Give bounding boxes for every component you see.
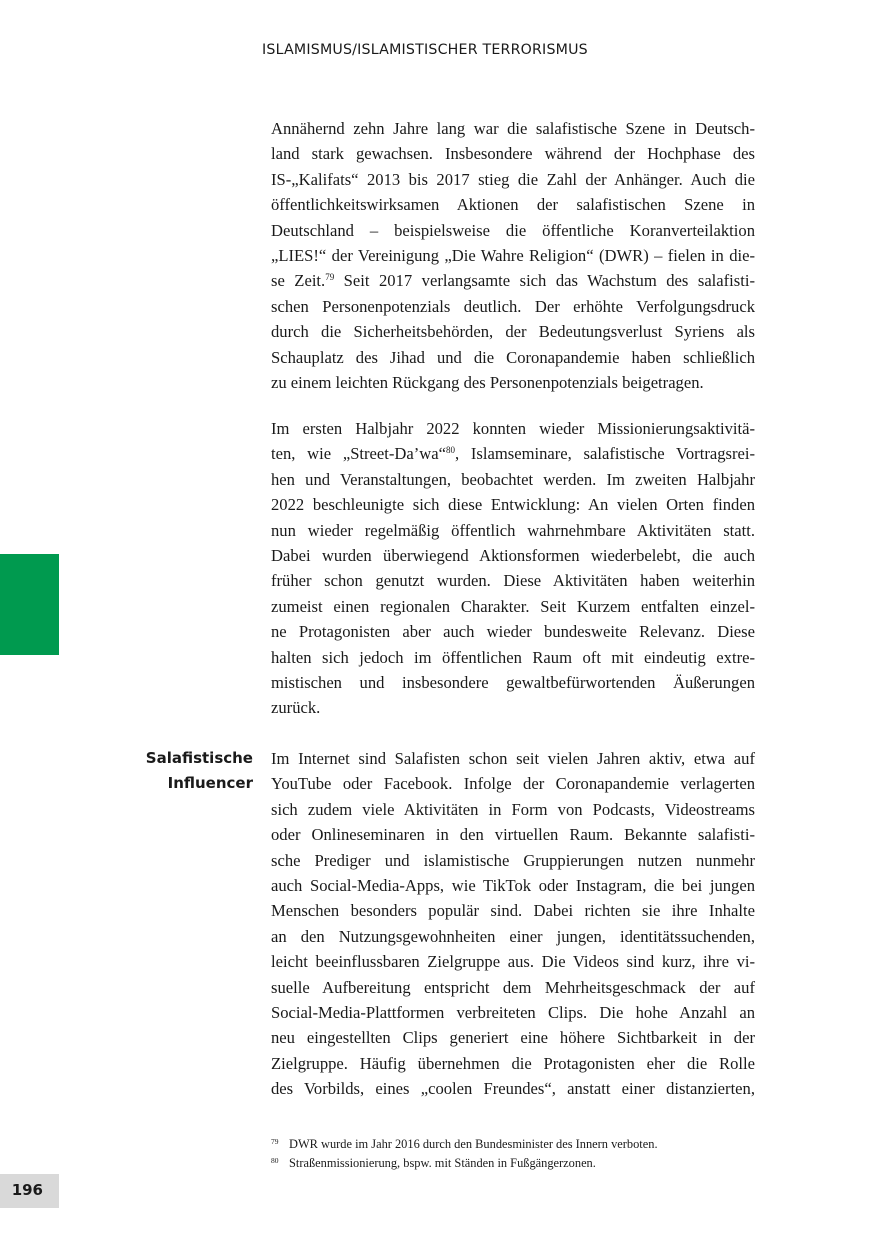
text-line: Deutschland – beispielsweise die öffentliche Koranverteilaktion	[271, 220, 755, 240]
text-fragment: Seit 2017 verlangsamte sich das Wachstum des salafisti-	[334, 271, 756, 291]
text-line-with-footnote	[271, 441, 755, 466]
side-heading-line: Influencer	[167, 774, 253, 792]
text-line: leicht beeinflussbaren Zielgruppe aus. Die Videos sind kurz, ihre vi-	[271, 952, 755, 972]
text-line-with-footnote	[271, 268, 755, 293]
text-line: suelle Aufbereitung entspricht dem Mehrheitsgeschmack der auf	[271, 977, 755, 997]
footnote-text: DWR wurde im Jahr 2016 durch den Bundesminister des Innern verboten.	[289, 1137, 658, 1151]
text-fragment: se Zeit.	[271, 271, 326, 291]
text-line: nun wieder regelmäßig öffentlich wahrnehmbare Aktivitäten statt.	[271, 520, 755, 540]
text-line: Menschen besonders populär sind. Dabei richten sie ihre Inhalte	[271, 901, 755, 921]
body-paragraph-3	[271, 746, 755, 1101]
footnote-80: 80 Straßenmissionierung, bspw. mit Ständen in Fußgängerzonen.	[271, 1156, 596, 1170]
text-line: schen Personenpotenzials deutlich. Der erhöhte Verfolgungsdruck	[271, 296, 755, 316]
footnote-text: Straßenmissionierung, bspw. mit Ständen in Fußgängerzonen.	[289, 1156, 596, 1170]
text-line: neu eingestellten Clips generiert eine höhere Sichtbarkeit in der	[271, 1028, 755, 1048]
text-line: früher schon genutzt wurden. Diese Aktivitäten haben weiterhin	[271, 571, 755, 591]
text-line: Zielgruppe. Häufig übernehmen die Protagonisten eher die Rolle	[271, 1053, 755, 1073]
body-paragraph-1	[271, 116, 755, 395]
side-heading-line: Salafistische	[145, 749, 253, 767]
text-fragment: ten, wie „Street-Da’wa“	[271, 444, 447, 464]
text-line: oder Onlineseminaren in den virtuellen Raum. Bekannte salafisti-	[271, 825, 755, 845]
text-line: land stark gewachsen. Insbesondere während der Hochphase des	[271, 144, 755, 164]
footnote-ref-79: 79	[325, 272, 335, 283]
text-line: öffentlichkeitswirksamen Aktionen der salafistischen Szene in	[271, 195, 755, 215]
text-line: an den Nutzungsgewohnheiten einer jungen, identitätssuchenden,	[271, 926, 755, 946]
text-line: mistischen und insbesondere gewaltbefürwortenden Äußerungen	[271, 672, 755, 692]
text-fragment: , Islamseminare, salafistische Vortragsrei-	[455, 444, 755, 464]
text-line: sich zudem viele Aktivitäten in Form von Podcasts, Videostreams	[271, 799, 755, 819]
text-line: zurück.	[271, 698, 321, 718]
footnote-ref-80: 80	[446, 445, 456, 456]
text-line: des Vorbilds, eines „coolen Freundes“, anstatt einer distanzierten,	[271, 1079, 755, 1099]
text-line: Im ersten Halbjahr 2022 konnten wieder Missionierungsaktivitä-	[271, 419, 755, 438]
text-line: IS-„Kalifats“ 2013 bis 2017 stieg die Zahl der Anhänger. Auch die	[271, 169, 755, 189]
text-line: zumeist einen regionalen Charakter. Seit Kurzem entfalten einzel-	[271, 596, 755, 616]
text-line: YouTube oder Facebook. Infolge der Coronapandemie verlagerten	[271, 774, 755, 794]
text-line: Dabei wurden überwiegend Aktionsformen wiederbelebt, die auch	[271, 545, 755, 565]
text-line: „LIES!“ der Vereinigung „Die Wahre Religion“ (DWR) – fielen in die-	[271, 245, 755, 265]
running-header: ISLAMISMUS/ISLAMISTISCHER TERRORISMUS	[262, 42, 588, 58]
footnotes	[271, 1135, 755, 1173]
text-line: 2022 beschleunigte sich diese Entwicklung: An vielen Orten finden	[271, 495, 755, 515]
text-line: durch die Sicherheitsbehörden, der Bedeutungsverlust Syriens als	[271, 322, 755, 342]
text-line: sche Prediger und islamistische Gruppierungen nutzen nunmehr	[271, 850, 755, 870]
text-line: Schauplatz des Jihad und die Coronapandemie haben schließlich	[271, 347, 755, 367]
section-marker-tab	[0, 554, 59, 655]
text-line: Social-Media-Plattformen verbreiteten Clips. Die hohe Anzahl an	[271, 1002, 755, 1022]
text-line: halten sich jedoch im öffentlichen Raum oft mit eindeutig extre-	[271, 647, 755, 667]
side-heading	[123, 746, 253, 796]
page-number-box	[0, 1174, 59, 1208]
text-line: auch Social-Media-Apps, wie TikTok oder Instagram, die bei jungen	[271, 875, 755, 895]
text-line: ne Protagonisten aber auch wieder bundesweite Relevanz. Diese	[271, 622, 755, 642]
page-number: 196	[11, 1181, 43, 1199]
body-paragraph-2	[271, 416, 755, 721]
text-line: zu einem leichten Rückgang des Personenpotenzials beigetragen.	[271, 372, 704, 392]
footnote-79: 79 DWR wurde im Jahr 2016 durch den Bundesminister des Innern verboten.	[271, 1137, 658, 1151]
text-line: Im Internet sind Salafisten schon seit vielen Jahren aktiv, etwa auf	[271, 749, 755, 768]
text-line: hen und Veranstaltungen, beobachtet werden. Im zweiten Halbjahr	[271, 469, 755, 489]
text-line: Annähernd zehn Jahre lang war die salafistische Szene in Deutsch-	[271, 119, 755, 138]
